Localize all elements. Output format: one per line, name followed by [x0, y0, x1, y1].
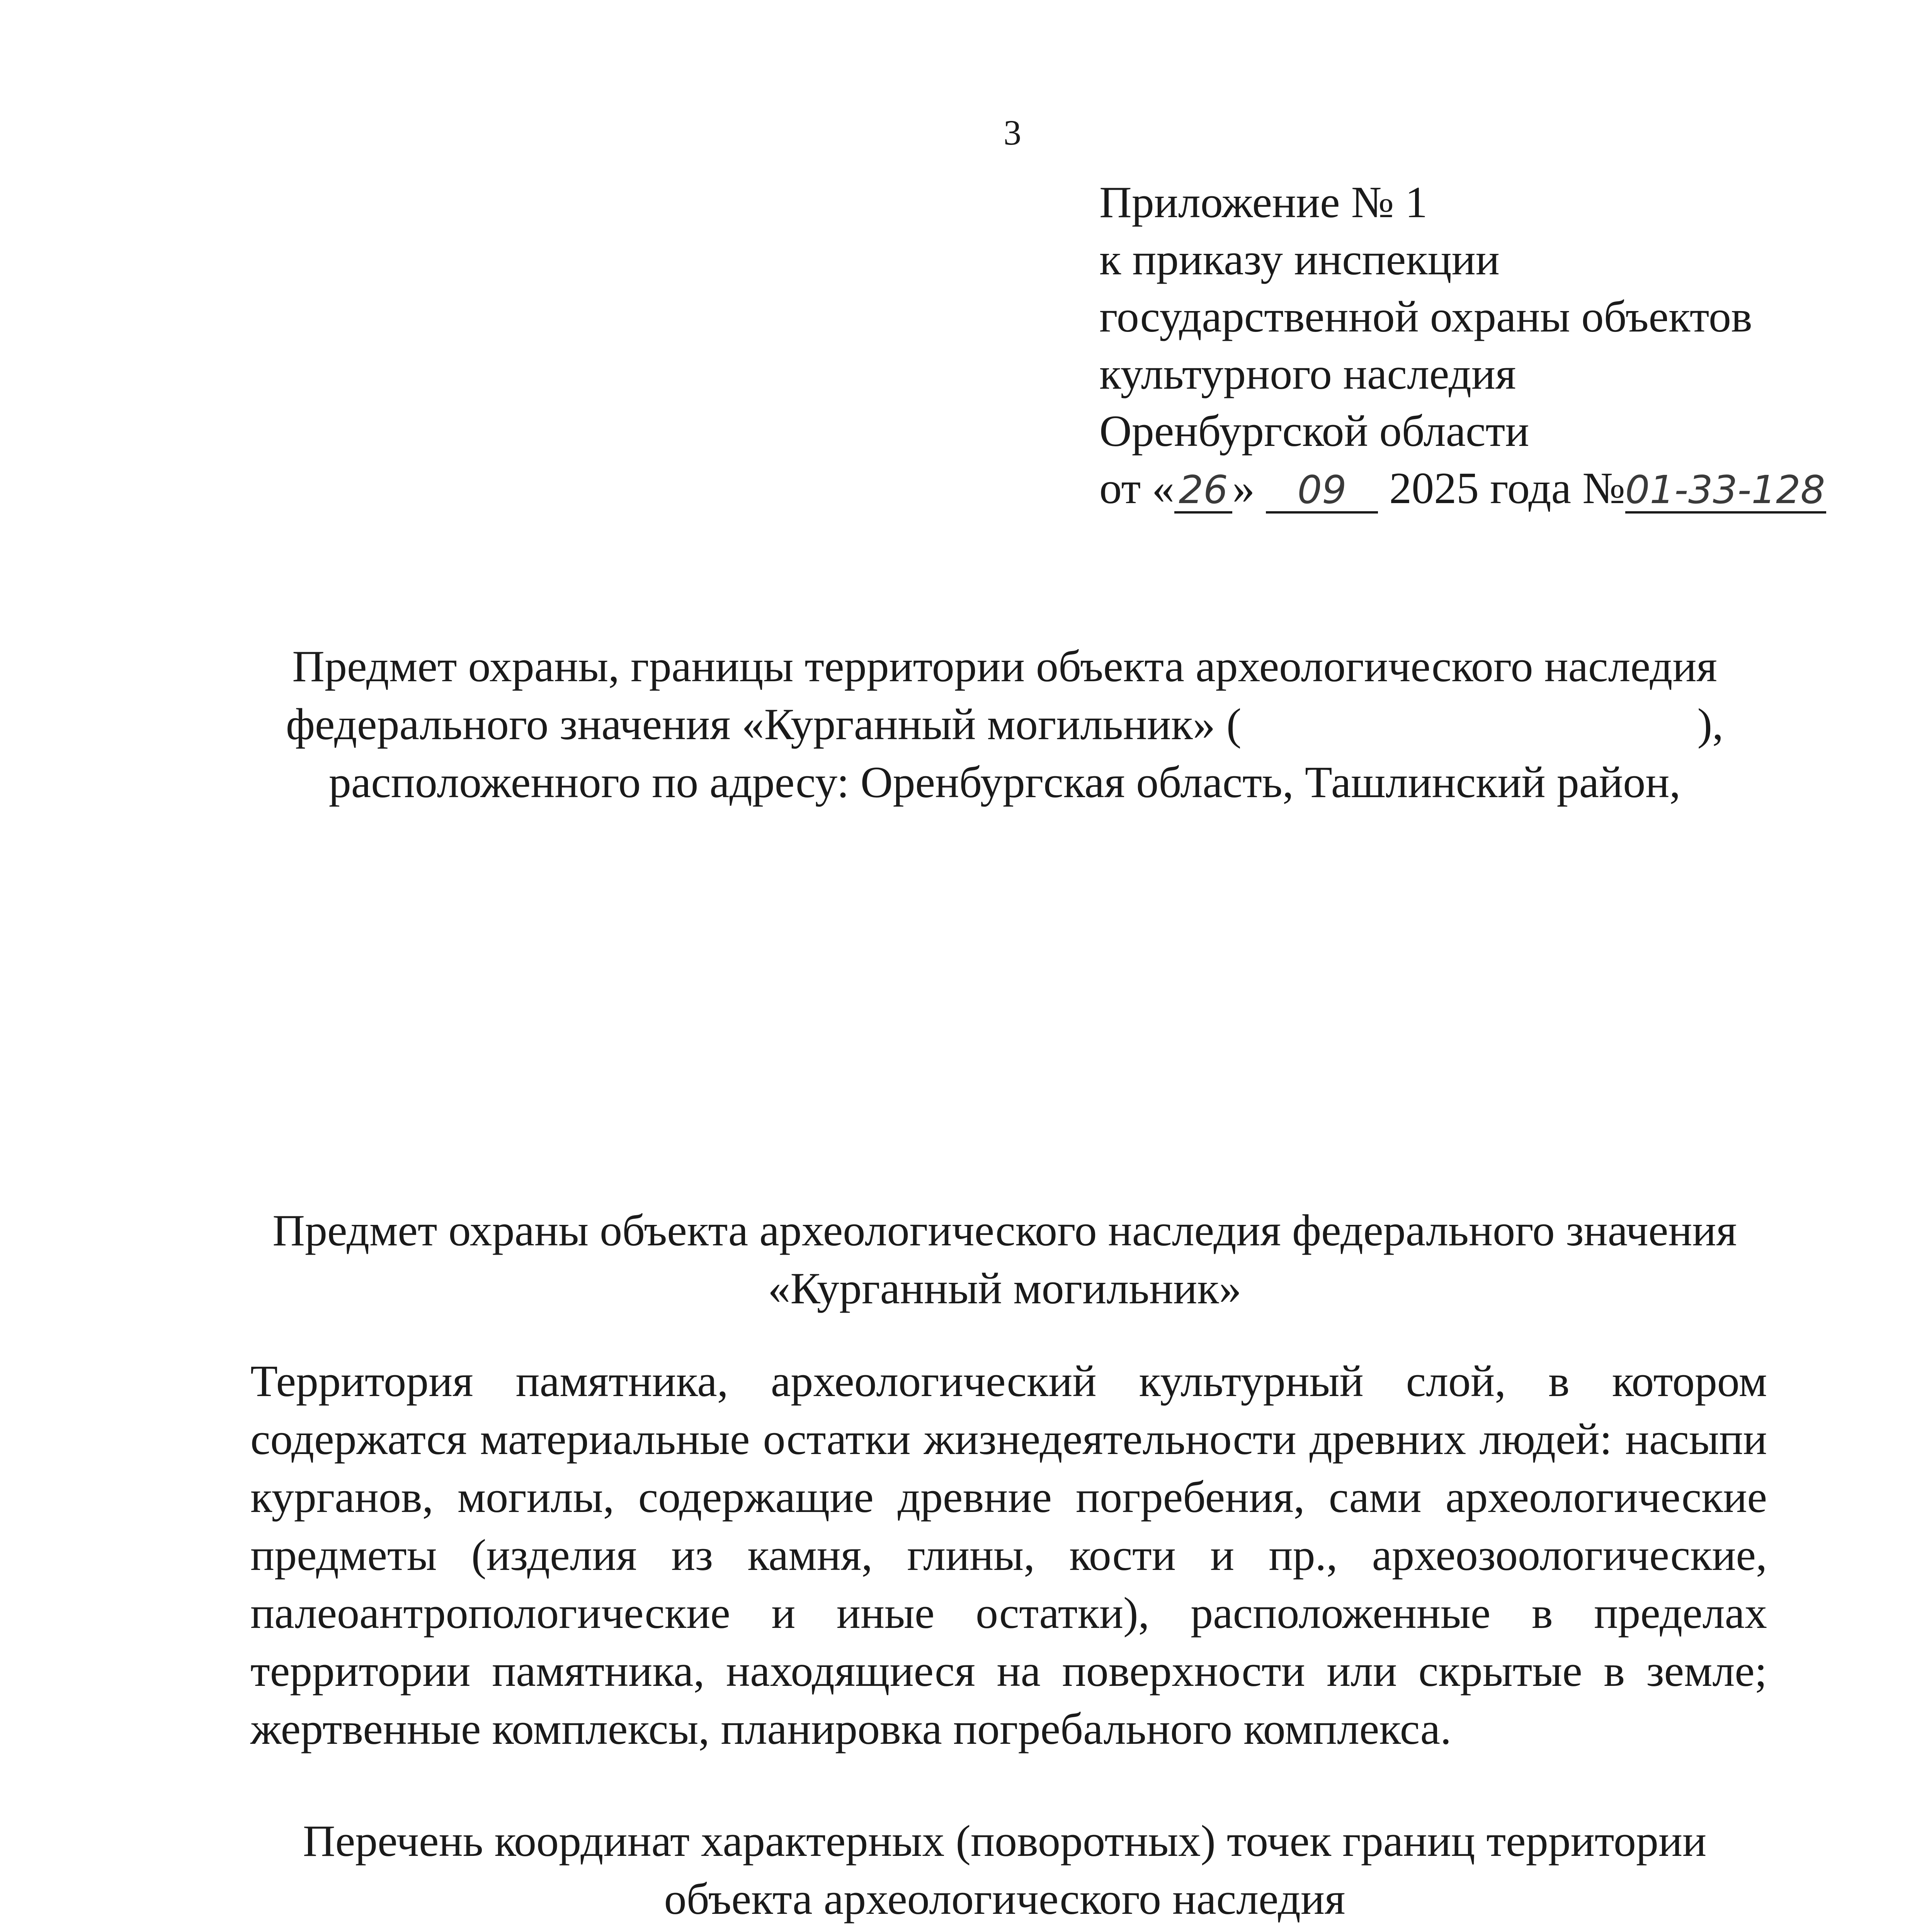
protection-subject-title — [232, 1202, 1778, 1318]
title-line: расположенного по адресу: Оренбургская область, Ташлинский район, — [328, 758, 1681, 807]
coordinates-list-title — [232, 1812, 1778, 1928]
date-day-field — [1174, 467, 1232, 514]
document-title — [251, 638, 1758, 811]
title-line — [251, 696, 1758, 753]
appendix-line: государственной охраны объектов — [1099, 292, 1752, 342]
appendix-header — [1099, 174, 1853, 517]
appendix-line: Оренбургской области — [1099, 406, 1529, 456]
section-title-line: Предмет охраны объекта археологического наследия федерального значения — [272, 1206, 1737, 1255]
appendix-line: к приказу инспекции — [1099, 235, 1500, 284]
appendix-line: Приложение № 1 — [1099, 178, 1428, 227]
date-month: 09 — [1297, 467, 1347, 512]
order-date-line — [1099, 460, 1853, 517]
page-number: 3 — [1004, 113, 1021, 152]
appendix-line: культурного наследия — [1099, 349, 1516, 399]
section-title-line: «Курганный могильник» — [768, 1264, 1242, 1313]
date-mid: » — [1232, 464, 1255, 513]
protection-subject-text: Территория памятника, археологический культурный слой, в котором содержатся материальные остатки жизнедеятельности древних людей: насыпи курганов, могилы, содержащие древние погребения, сами археологические предметы (изделия из камня, глины, кости и пр., археозоологические, палеоантропологические и иные остатки), расположенные в пределах территории памятника, находящиеся на поверхности или скрытые в земле; жертвенные комплексы, планировка погребального комплекса. — [250, 1357, 1767, 1754]
date-prefix: от « — [1099, 464, 1175, 513]
list-title-line: объекта археологического наследия — [664, 1874, 1345, 1924]
date-year: 2025 года № — [1389, 464, 1625, 513]
title-line2-start: федерального значения «Курганный могильник» ( — [286, 700, 1242, 749]
order-number: 01-33-128 — [1625, 467, 1825, 512]
title-line2-end: ), — [1697, 700, 1724, 749]
title-line: Предмет охраны, границы территории объекта археологического наследия — [292, 642, 1717, 691]
list-title-line: Перечень координат характерных (поворотных) точек границ территории — [303, 1816, 1707, 1866]
order-number-field — [1625, 467, 1826, 514]
date-day: 26 — [1179, 467, 1228, 512]
date-month-field — [1266, 467, 1378, 514]
